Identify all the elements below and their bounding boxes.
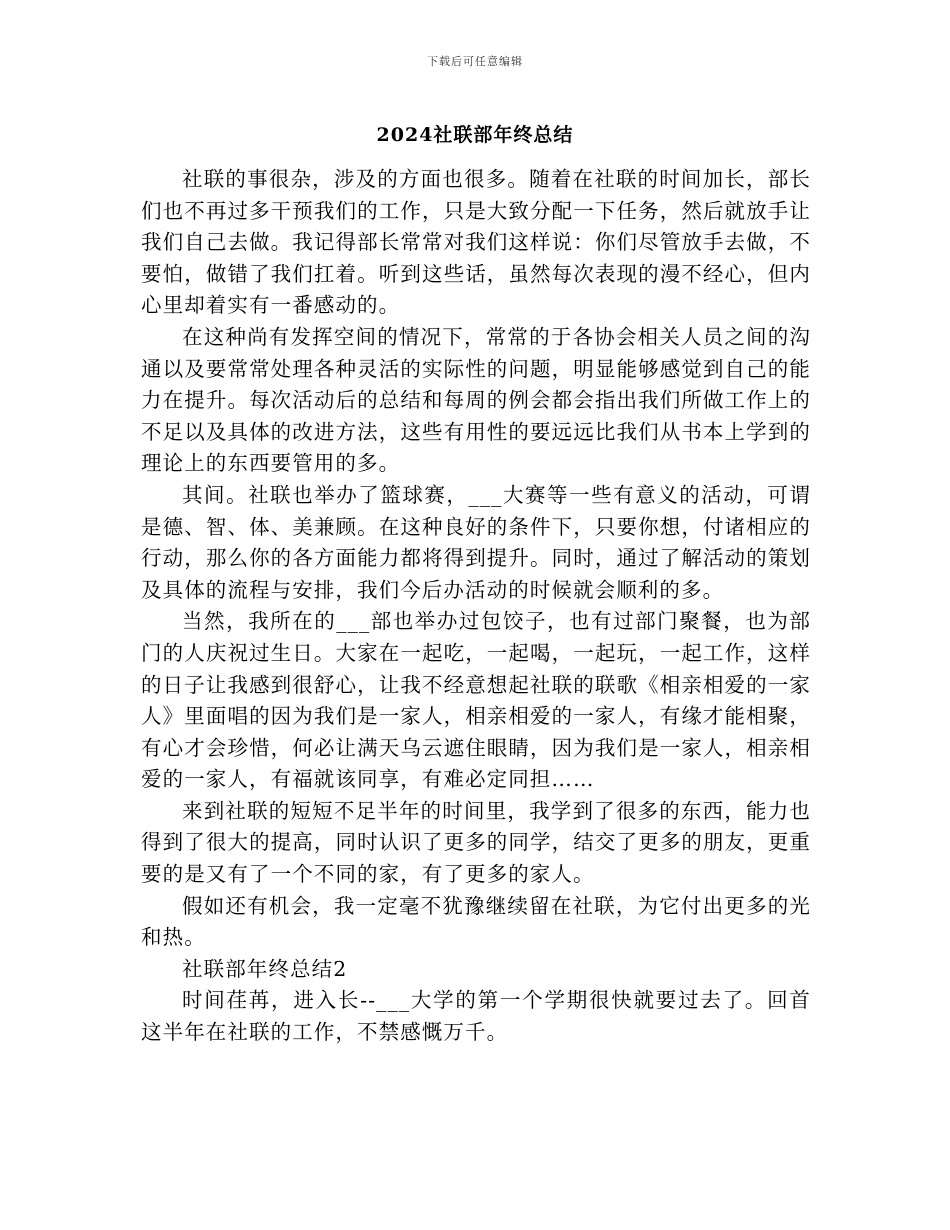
paragraph: 社联的事很杂，涉及的方面也很多。随着在社联的时间加长，部长们也不再过多干预我们的工作，只是大致分配一下任务，然后就放手让我们自己去做。我记得部长常常对我们这样说：你们尽管放手去做，不要怕，做错了我们扛着。听到这些话，虽然每次表现的漫不经心，但内心里却着实有一番感动的。 — [141, 167, 811, 318]
header-note: 下载后可任意编辑 — [427, 55, 523, 68]
paragraph: 其间。社联也举办了篮球赛，___大赛等一些有意义的活动，可谓是德、智、体、美兼顾。在这种良好的条件下，只要你想，付诸相应的行动，那么你的各方面能力都将得到提升。同时，通过了解活动的策划及具体的流程与安排，我们今后办活动的时候就会顺利的多。 — [141, 482, 811, 602]
paragraph: 来到社联的短短不足半年的时间里，我学到了很多的东西，能力也得到了很大的提高，同时认识了更多的同学，结交了更多的朋友，更重要的是又有了一个不同的家，有了更多的家人。 — [141, 798, 811, 887]
document-body — [141, 164, 811, 1049]
paragraph: 时间荏苒，进入长--___大学的第一个学期很快就要过去了。回首这半年在社联的工作，不禁感慨万千。 — [141, 988, 811, 1045]
section-heading: 社联部年终总结2 — [182, 956, 348, 981]
document-title: 2024社联部年终总结 — [376, 124, 574, 146]
paragraph: 在这种尚有发挥空间的情况下，常常的于各协会相关人员之间的沟通以及要常常处理各种灵活的实际性的问题，明显能够感觉到自己的能力在提升。每次活动后的总结和每周的例会都会指出我们所做工作上的不足以及具体的改进方法，这些有用性的要远远比我们从书本上学到的理论上的东西要管用的多。 — [141, 324, 811, 476]
paragraph: 假如还有机会，我一定毫不犹豫继续留在社联，为它付出更多的光和热。 — [141, 893, 811, 950]
paragraph: 当然，我所在的___部也举办过包饺子，也有过部门聚餐，也为部门的人庆祝过生日。大家在一起吃，一起喝，一起玩，一起工作，这样的日子让我感到很舒心，让我不经意想起社联的联歌《相亲相爱的一家人》里面唱的因为我们是一家人，相亲相爱的一家人，有缘才能相聚，有心才会珍惜，何必让满天乌云遮住眼睛，因为我们是一家人，相亲相爱的一家人，有福就该同享，有难必定同担…… — [141, 609, 811, 792]
